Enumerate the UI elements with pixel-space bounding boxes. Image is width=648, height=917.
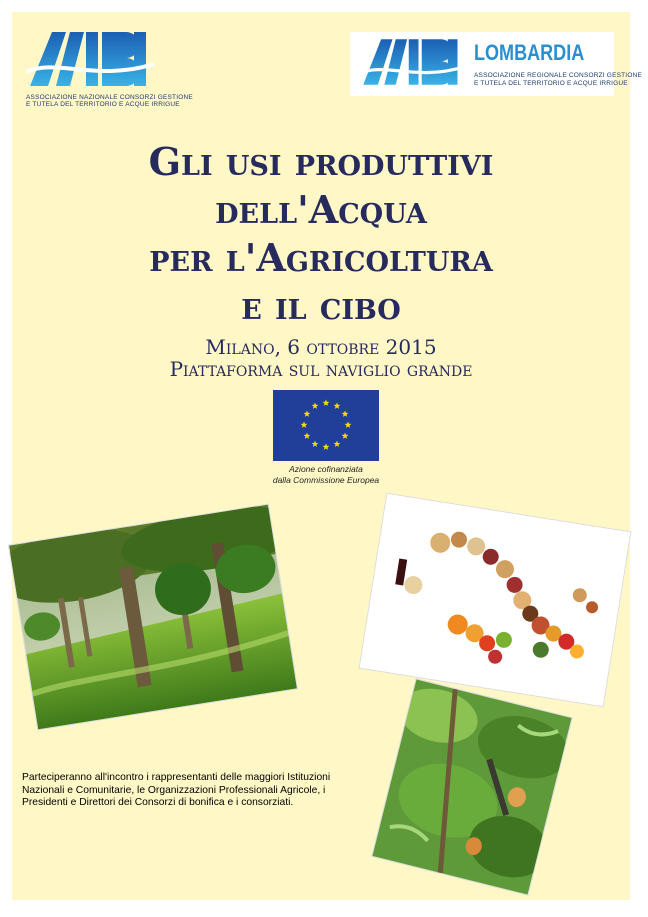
poster-page (12, 12, 642, 900)
lombardia-caption-line2: E TUTELA DEL TERRITORIO E ACQUE IRRIGUE (474, 80, 628, 87)
event-venue: Piattaforma sul naviglio grande (169, 357, 473, 381)
eu-star-icon (334, 440, 341, 447)
title-line4: e il cibo (241, 283, 401, 328)
peach-tree-photo (372, 679, 571, 894)
eu-caption (212, 464, 440, 486)
eu-stars (273, 390, 379, 461)
eu-star-icon (304, 432, 311, 439)
participants-text: Parteciperanno all'incontro i rappresentanti delle maggiori Istituzioni Nazionali e Comunitarie, le Organizzazioni Professionali Agricole, i Presidenti e Direttori dei Consorzi di bonifica e i consorziati. (22, 772, 331, 808)
eu-star-icon (323, 443, 330, 450)
title-line2: dell'Acqua (215, 187, 427, 232)
eu-star-icon (312, 402, 319, 409)
anbi-logo (26, 28, 193, 110)
eu-star-icon (312, 440, 319, 447)
eu-caption-line1: Azione cofinanziata (289, 464, 363, 474)
event-info (12, 336, 630, 380)
anbi-lombardia-logo (350, 32, 642, 96)
eu-star-icon (342, 410, 349, 417)
anbi-logo-mark (26, 28, 154, 92)
eu-caption-line2: dalla Commissione Europea (272, 475, 380, 485)
anbi-lombardia-logo-mark (356, 36, 468, 88)
poster-title (12, 138, 630, 330)
eu-star-icon (304, 410, 311, 417)
eu-star-icon (301, 421, 308, 428)
eu-star-icon (323, 399, 330, 406)
title-line1: Gli usi produttivi (148, 139, 494, 184)
anbi-caption-line2: E TUTELA DEL TERRITORIO E ACQUE IRRIGUE (26, 101, 180, 108)
anbi-caption-line1: ASSOCIAZIONE NAZIONALE CONSORZI GESTIONE (26, 94, 193, 101)
title-line3: per l'Agricoltura (149, 235, 493, 280)
eu-flag-icon (273, 390, 379, 461)
lombardia-caption-line1: ASSOCIAZIONE REGIONALE CONSORZI GESTIONE (474, 72, 642, 79)
eu-star-icon (342, 432, 349, 439)
event-date-place: Milano, 6 ottobre 2015 (205, 335, 437, 359)
italy-food-map-photo (360, 494, 631, 706)
eu-star-icon (345, 421, 352, 428)
lombardia-label: LOMBARDIA (474, 40, 585, 65)
kiwi-orchard-photo (9, 505, 297, 730)
eu-star-icon (334, 402, 341, 409)
